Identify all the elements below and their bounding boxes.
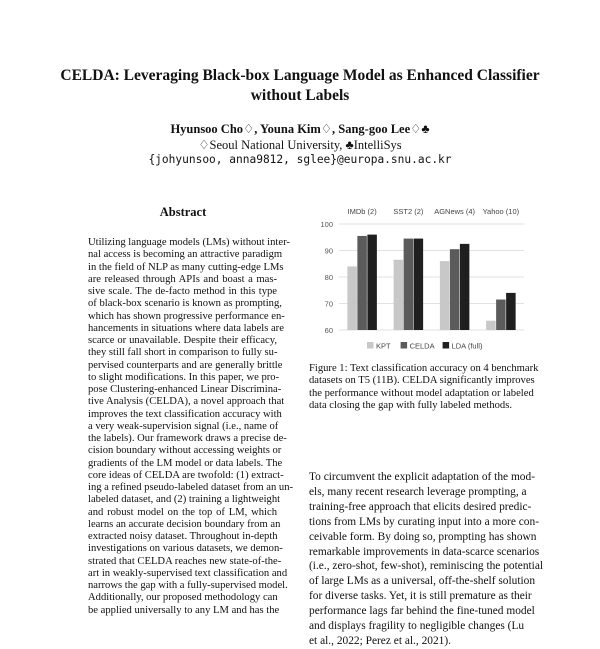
- abstract-line: core ideas of CELDA are twofold: (1) extract-: [88, 469, 284, 481]
- abstract-line: and robust model on the top of LM, which: [88, 506, 277, 518]
- abstract-line: Additionally, our proposed methodology can: [88, 592, 278, 604]
- abstract-line: investigations on various datasets, we demon-: [88, 543, 283, 555]
- abstract-line: of black-box scenario is known as prompting,: [88, 298, 282, 310]
- bar-celda: [496, 300, 506, 330]
- caption-line: data closing the gap with fully labeled methods.: [309, 399, 512, 411]
- y-tick-label: 80: [324, 273, 333, 282]
- legend-label: CELDA: [409, 341, 435, 351]
- category-label: IMDb (2): [347, 207, 377, 216]
- bar-lda-full-: [506, 293, 516, 330]
- abstract-line: tive Analysis (CELDA), a novel approach that: [88, 396, 285, 408]
- abstract-line: they still fall short in comparison to fully su-: [88, 347, 278, 359]
- bar-kpt: [394, 260, 404, 330]
- title-line-2: without Labels: [250, 87, 350, 104]
- body-line: and displays fragility to negligible changes (Lu: [309, 620, 525, 633]
- authors: Hyunsoo Cho♢, Youna Kim♢, Sang-goo Lee♢♣: [170, 122, 430, 136]
- bar-celda: [357, 236, 367, 330]
- y-tick-label: 90: [324, 246, 333, 256]
- abstract-line: pervised counterparts and are generally brittle: [88, 359, 283, 371]
- legend-swatch: [443, 342, 450, 349]
- title-line-1: CELDA: Leveraging Black-box Language Model as Enhanced Classifier: [60, 67, 540, 84]
- body-line: training-free approach that elicits desired predic-: [309, 500, 532, 513]
- abstract-line: extracted noisy dataset. Throughout in-depth: [88, 531, 278, 542]
- abstract-line: art in weakly-supervised text classification and: [88, 567, 288, 579]
- affiliations: ♢Seoul National University, ♣IntelliSys: [198, 138, 402, 152]
- abstract-line: scarce or unavailable. Despite their efficacy,: [88, 335, 277, 346]
- y-tick-label: 70: [324, 299, 333, 309]
- body-paragraph: [309, 470, 544, 649]
- abstract-line: gradients of the LM model or data labels. The: [88, 457, 283, 469]
- legend-label: LDA (full): [451, 341, 483, 351]
- body-line: of large LMs as a universal, off-the-shelf solution: [309, 575, 536, 588]
- accuracy-bar-chart: [309, 202, 531, 362]
- bar-kpt: [486, 321, 496, 330]
- abstract-line: Utilizing language models (LMs) without inter-: [88, 237, 290, 248]
- abstract-line: improves the text classification accuracy with: [88, 408, 282, 420]
- abstract-text: [88, 237, 294, 617]
- abstract-line: sive scale. The de-facto method in this type: [88, 286, 277, 297]
- body-line: remarkable improvements in data-scarce scenarios: [309, 545, 540, 558]
- paper-title: [40, 66, 560, 106]
- body-line: et al., 2022; Perez et al., 2021).: [309, 634, 452, 647]
- bar-lda-full-: [414, 239, 424, 330]
- bar-celda: [450, 249, 460, 330]
- category-label: Yahoo (10): [482, 207, 520, 216]
- abstract-line: the labels). Our framework draws a precise de-: [88, 433, 287, 444]
- abstract-line: learns an accurate decision boundary from an: [88, 518, 281, 530]
- abstract-line: are released through APIs and boast a mas-: [88, 273, 277, 285]
- caption-line: the performance without model adaptation or labeled: [309, 387, 534, 399]
- abstract-line: which has shown progressive performance en-: [88, 310, 285, 322]
- bar-kpt: [440, 261, 450, 330]
- body-line: (i.e., zero-shot, few-shot), reminiscing the potential: [309, 560, 544, 573]
- caption-line: datasets on T5 (11B). CELDA significantly improves: [309, 375, 535, 387]
- category-label: SST2 (2): [393, 207, 424, 216]
- abstract-line: narrows the gap with a fully-supervised model.: [88, 580, 288, 591]
- abstract-line: strated that CELDA reaches new state-of-the-: [88, 555, 282, 567]
- bar-lda-full-: [460, 244, 470, 330]
- legend-label: KPT: [376, 341, 391, 351]
- body-line: els, many recent research leverage prompting, a: [309, 485, 527, 498]
- category-label: AGNews (4): [434, 207, 476, 216]
- legend-swatch: [401, 342, 408, 349]
- abstract-line: ing a refined pseudo-labeled dataset from an un-: [88, 482, 294, 493]
- body-line: ceivable form. By doing so, prompting has shown: [309, 530, 537, 543]
- body-line: To circumvent the explicit adaptation of the mod-: [309, 471, 535, 483]
- abstract-line: pose Clustering-enhanced Linear Discrimina-: [88, 384, 282, 395]
- legend-swatch: [367, 342, 374, 349]
- caption-line: Figure 1: Text classification accuracy on 4 benchmark: [309, 363, 539, 374]
- abstract-line: a very weak-supervision signal (i.e., name of: [88, 420, 279, 432]
- author-emails: {johyunsoo, anna9812, sglee}@europa.snu.ac.kr: [148, 153, 452, 166]
- abstract-line: to slight modifications. In this paper, we pro-: [88, 371, 280, 383]
- figure-caption: [309, 363, 539, 412]
- body-line: for diverse tasks. Yet, it is still premature as their: [309, 590, 532, 603]
- abstract-line: cision boundary without accessing weights or: [88, 445, 282, 457]
- abstract-line: in the field of NLP as many cutting-edge LMs: [88, 261, 284, 273]
- y-tick-label: 60: [324, 326, 333, 335]
- bar-celda: [404, 239, 414, 330]
- y-tick-label: 100: [320, 220, 333, 229]
- bar-kpt: [347, 266, 357, 330]
- bar-lda-full-: [367, 235, 377, 330]
- abstract-line: be applied universally to any LM and has the: [88, 604, 280, 616]
- abstract-heading: Abstract: [159, 205, 207, 219]
- body-line: performance lags far behind the fine-tuned model: [309, 605, 535, 618]
- abstract-line: nal access is becoming an attractive paradigm: [88, 249, 283, 261]
- abstract-line: labeled dataset, and (2) training a lightweight: [88, 494, 281, 506]
- abstract-line: hancements in situations where data labels are: [88, 322, 284, 334]
- body-line: tions from LMs by curating input into a more con-: [309, 515, 539, 528]
